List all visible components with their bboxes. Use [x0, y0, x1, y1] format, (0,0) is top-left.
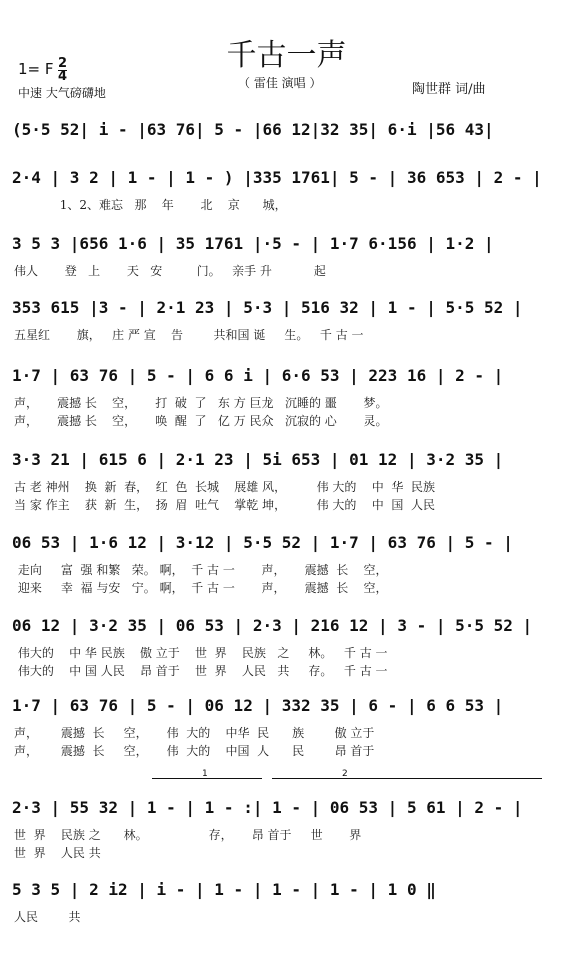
volta-1 [152, 769, 262, 789]
time-signature [58, 58, 67, 83]
notation-line: 1·7 | 63 76 | 5 - | 6 6 i | 6·6 53 | 223 16 | 2 - | [12, 366, 504, 385]
notation-line: 353 615 |3 - | 2·1 23 | 5·3 | 516 32 | 1 - | 5·5 52 | [12, 298, 523, 317]
notation-line: 5 3 5 | 2 i2 | i - | 1 - | 1 - | 1 - | 1 0 ‖ [12, 880, 436, 899]
score-row [12, 112, 562, 146]
lyric-line: 世 界 人民 共 [14, 846, 101, 860]
notation-line: 1·7 | 63 76 | 5 - | 06 12 | 332 35 | 6 - | 6 6 53 | [12, 696, 504, 715]
volta-2-label: 2 [342, 769, 348, 779]
score-row [12, 226, 562, 260]
volta-1-label: 1 [202, 769, 208, 779]
lyric-line: 走向 富 强 和繁 荣。 啊， 千 古 一 声， 震撼 长 空， [14, 563, 388, 577]
notation-line: 3 5 3 |656 1·6 | 35 1761 |·5 - | 1·7 6·156 | 1·2 | [12, 234, 494, 253]
notation-line: 3·3 21 | 615 6 | 2·1 23 | 5i 653 | 01 12 | 3·2 35 | [12, 450, 504, 469]
author-credit: 陶世群 词/曲 [412, 82, 486, 97]
lyric-line: 人民 共 [14, 910, 81, 924]
lyric-line: 伟大的 中 华 民族 傲 立于 世 界 民族 之 林。 千 古 一 [14, 646, 388, 660]
time-sig-top: 2 [58, 56, 68, 71]
lyric-line: 古 老 神州 换 新 春， 红 色 长城 展雄 风， 伟 大的 中 华 民族 [14, 480, 435, 494]
lyric-line: 声， 震撼 长 空， 打 破 了 东 方 巨龙 沉睡的 噩 梦。 [14, 396, 388, 410]
lyric-line: 伟人 登 上 天 安 门。 亲手 升 起 [14, 264, 326, 278]
notation-line: 06 53 | 1·6 12 | 3·12 | 5·5 52 | 1·7 | 63 76 | 5 - | [12, 533, 513, 552]
score-row [12, 358, 562, 392]
lyric-line: 当 家 作主 获 新 生， 扬 眉 吐气 掌乾 坤， 伟 大的 中 国 人民 [14, 498, 435, 512]
singer-credit: （ 雷佳 演唱 ） [238, 76, 322, 90]
score-row [12, 525, 562, 559]
lyric-line: 世 界 民族 之 林。 存， 昂 首于 世 界 [14, 828, 362, 842]
score-row [12, 608, 562, 642]
notation-line: (5·5 52| i - |63 76| 5 - |66 12|32 35| 6·i |56 43| [12, 120, 494, 139]
score-row [12, 160, 562, 194]
lyric-line: 伟大的 中 国 人民 昂 首于 世 界 人民 共 存。 千 古 一 [14, 664, 388, 678]
lyric-line: 声， 震撼 长 空， 伟 大的 中华 民 族 傲 立于 [14, 726, 375, 740]
lyric-line: 声， 震撼 长 空， 伟 大的 中国 人 民 昂 首于 [14, 744, 375, 758]
score-row [12, 442, 562, 476]
lyric-line: 迎来 幸 福 与安 宁。 啊， 千 古 一 声， 震撼 长 空， [14, 581, 388, 595]
time-sig-bottom: 4 [58, 69, 68, 84]
score-row [12, 872, 562, 906]
notation-line: 2·3 | 55 32 | 1 - | 1 - :| 1 - | 06 53 | 5 61 | 2 - | [12, 798, 523, 817]
lyric-line: 五星红 旗， 庄 严 宣 告 共和国 诞 生。 千 古 一 [14, 328, 364, 342]
score-row [12, 688, 562, 722]
score-row [12, 790, 562, 824]
notation-line: 06 12 | 3·2 35 | 06 53 | 2·3 | 216 12 | 3 - | 5·5 52 | [12, 616, 533, 635]
notation-line: 2·4 | 3 2 | 1 - | 1 - ) |335 1761| 5 - | 36 653 | 2 - | [12, 168, 542, 187]
score-row [12, 290, 562, 324]
volta-2 [272, 769, 542, 789]
lyric-line: 1、2、难忘 那 年 北 京 城， [14, 198, 287, 212]
key-signature: 1= F [18, 60, 54, 78]
song-title: 千古一声 [226, 38, 347, 73]
tempo-marking: 中速 大气磅礴地 [18, 86, 106, 100]
lyric-line: 声， 震撼 长 空， 唤 醒 了 亿 万 民众 沉寂的 心 灵。 [14, 414, 388, 428]
